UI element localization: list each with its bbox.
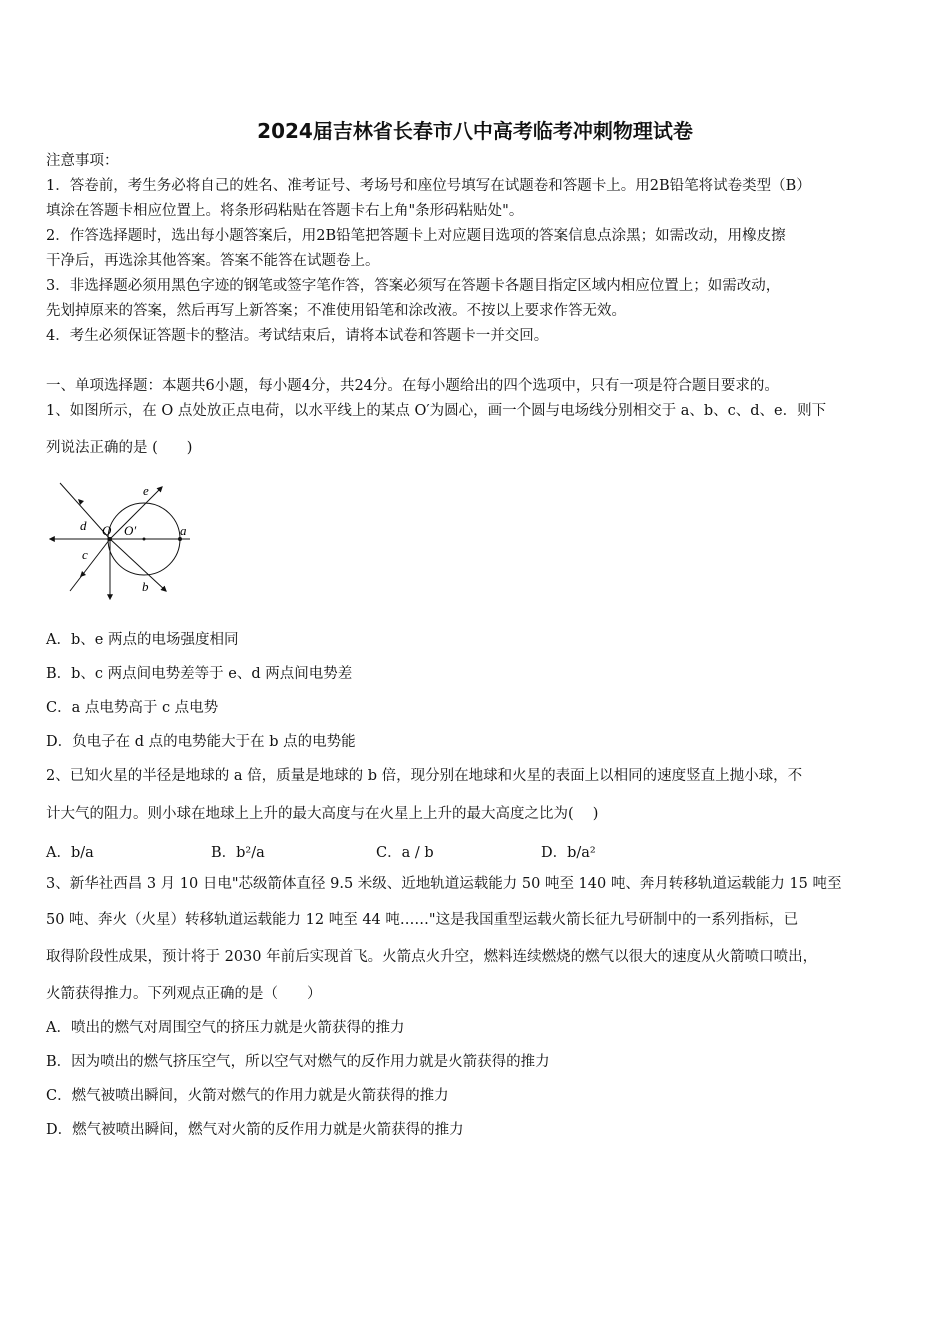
q3-stem-line4: 火箭获得推力。下列观点正确的是（ ） <box>46 986 322 1002</box>
q1-option-b: B．b、c 两点间电势差等于 e、d 两点间电势差 <box>46 666 353 682</box>
q3-option-d: D．燃气被喷出瞬间，燃气对火箭的反作用力就是火箭获得的推力 <box>46 1122 464 1138</box>
label-b: b <box>142 579 149 594</box>
label-O-prime: O′ <box>124 523 137 538</box>
notice-line: 4．考生必须保证答题卡的整洁。考试结束后，请将本试卷和答题卡一并交回。 <box>46 328 549 344</box>
label-c: c <box>82 547 88 562</box>
q3-option-a: A．喷出的燃气对周围空气的挤压力就是火箭获得的推力 <box>46 1020 405 1036</box>
section-heading: 一、单项选择题：本题共6小题，每小题4分，共24分。在每小题给出的四个选项中，只有一项是符合题目要求的。 <box>46 378 779 394</box>
notice-line: 2．作答选择题时，选出每小题答案后，用2B铅笔把答题卡上对应题目选项的答案信息点涂黑；如需改动，用橡皮擦 <box>46 228 786 244</box>
q3-stem-line3: 取得阶段性成果，预计将于 2030 年前后实现首飞。火箭点火升空，燃料连续燃烧的燃气以很大的速度从火箭喷口喷出， <box>46 949 818 965</box>
q1-option-a: A．b、e 两点的电场强度相同 <box>46 632 239 648</box>
q2-option-c: C．a / b <box>376 845 434 861</box>
notice-line: 3．非选择题必须用黑色字迹的钢笔或签字笔作答，答案必须写在答题卡各题目指定区域内相应位置上；如需改动， <box>46 278 781 294</box>
q3-option-b: B．因为喷出的燃气挤压空气，所以空气对燃气的反作用力就是火箭获得的推力 <box>46 1054 550 1070</box>
q1-option-c: C．a 点电势高于 c 点电势 <box>46 700 219 716</box>
notice-line: 先划掉原来的答案，然后再写上新答案；不准使用铅笔和涂改液。不按以上要求作答无效。 <box>46 303 626 319</box>
q3-option-c: C．燃气被喷出瞬间，火箭对燃气的作用力就是火箭获得的推力 <box>46 1088 449 1104</box>
q1-option-d: D．负电子在 d 点的电势能大于在 b 点的电势能 <box>46 734 356 750</box>
q1-stem-line1: 1、如图所示，在 O 点处放正点电荷，以水平线上的某点 O′为圆心，画一个圆与电场线分别相交于 a、b、c、d、e．则下 <box>46 403 827 419</box>
q2-stem-line1: 2、已知火星的半径是地球的 a 倍，质量是地球的 b 倍，现分别在地球和火星的表面上以相同的速度竖直上抛小球，不 <box>46 768 803 784</box>
notice-line: 1．答卷前，考生务必将自己的姓名、准考证号、考场号和座位号填写在试题卷和答题卡上。用2B铅笔将试卷类型（B） <box>46 178 811 194</box>
q3-stem-line1: 3、新华社西昌 3 月 10 日电"芯级箭体直径 9.5 米级、近地轨道运载能力 50 吨至 140 吨、奔月转移轨道运载能力 15 吨至 <box>46 876 842 892</box>
label-O: O <box>102 523 112 538</box>
q3-stem-line2: 50 吨、奔火（火星）转移轨道运载能力 12 吨至 44 吨……"这是我国重型运载火箭长征九号研制中的一系列指标，已 <box>46 912 799 928</box>
label-d: d <box>80 518 87 533</box>
q1-stem-line2: 列说法正确的是 ( ) <box>46 440 193 456</box>
notice-line: 干净后，再选涂其他答案。答案不能答在试题卷上。 <box>46 253 380 269</box>
label-a: a <box>180 523 187 538</box>
q2-option-d: D．b/a² <box>541 845 596 861</box>
q2-option-b: B．b²/a <box>211 845 265 861</box>
exam-title: 2024届吉林省长春市八中高考临考冲刺物理试卷 <box>257 119 693 143</box>
label-e: e <box>143 483 149 498</box>
point-O-prime <box>143 538 146 541</box>
q2-option-a: A．b/a <box>46 845 94 861</box>
electric-field-figure <box>44 473 200 605</box>
q2-stem-line2: 计大气的阻力。则小球在地球上上升的最大高度与在火星上上升的最大高度之比为( ) <box>46 806 599 822</box>
notice-heading: 注意事项： <box>46 153 119 169</box>
notice-line: 填涂在答题卡相应位置上。将条形码粘贴在答题卡右上角"条形码粘贴处"。 <box>46 203 524 219</box>
